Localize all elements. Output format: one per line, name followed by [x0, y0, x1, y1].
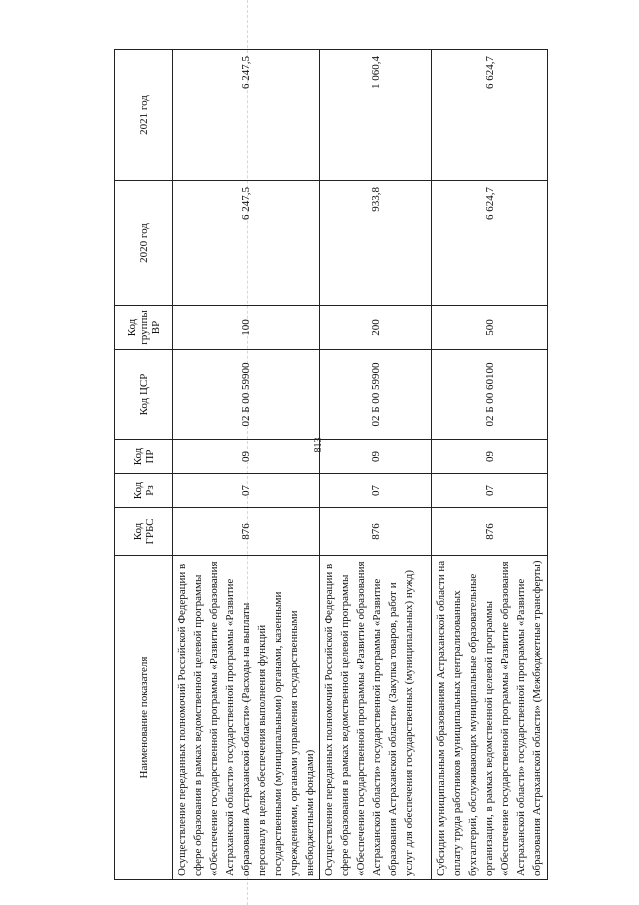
- rotated-table-wrapper: [114, 50, 543, 880]
- row-rz: 07: [173, 474, 320, 508]
- table-row: [320, 50, 432, 880]
- row-2021: 6 247,5: [173, 50, 320, 181]
- row-pr: 09: [173, 440, 320, 474]
- row-pr: 09: [320, 440, 432, 474]
- header-grbs: Код ГРБС: [115, 508, 173, 556]
- row-2021: 6 624,7: [432, 50, 548, 181]
- header-csr: Код ЦСР: [115, 350, 173, 440]
- row-name: Осуществление переданных полномочий Российской Федерации в сфере образования в рамках ведомственной целевой программы «Обеспечение государственной программы «Развитие образования Астраханской области» государственной программы «Развитие образования Астраханской области» (Закупка товаров, работ и услуг для обеспечения государственных (муниципальных) нужд): [320, 556, 432, 880]
- row-vr: 100: [173, 306, 320, 350]
- header-name: Наименование показателя: [115, 556, 173, 880]
- row-vr: 500: [432, 306, 548, 350]
- row-grbs: 876: [320, 508, 432, 556]
- row-name: Осуществление переданных полномочий Российской Федерации в сфере образования в рамках ведомственной целевой программы «Обеспечение государственной программы «Развитие образования Астраханской области» государственной программы «Развитие образования Астраханской области» (Расходы на выплаты персоналу в целях обеспечения выполнения функций государственными (муниципальными) органами, казенными учреждениями, органами управления государственными внебюджетными фондами): [173, 556, 320, 880]
- table-row: [173, 50, 320, 880]
- table-row: [432, 50, 548, 880]
- row-csr: 02 Б 00 60100: [432, 350, 548, 440]
- row-grbs: 876: [173, 508, 320, 556]
- header-vr: Код группы ВР: [115, 306, 173, 350]
- row-rz: 07: [432, 474, 548, 508]
- page-number: 813: [313, 437, 324, 453]
- budget-table: [114, 49, 548, 880]
- row-2021: 1 060,4: [320, 50, 432, 181]
- header-row: [115, 50, 173, 880]
- row-csr: 02 Б 00 59900: [173, 350, 320, 440]
- header-rz: Код Рз: [115, 474, 173, 508]
- row-rz: 07: [320, 474, 432, 508]
- row-csr: 02 Б 00 59900: [320, 350, 432, 440]
- header-2020: 2020 год: [115, 181, 173, 306]
- row-pr: 09: [432, 440, 548, 474]
- header-2021: 2021 год: [115, 50, 173, 181]
- row-2020: 933,8: [320, 181, 432, 306]
- header-pr: Код ПР: [115, 440, 173, 474]
- row-vr: 200: [320, 306, 432, 350]
- row-grbs: 876: [432, 508, 548, 556]
- row-2020: 6 624,7: [432, 181, 548, 306]
- row-2020: 6 247,5: [173, 181, 320, 306]
- row-name: Субсидии муниципальным образованиям Астраханской области на оплату труда работников муниципальных централизованных бухгалтерий, обслуживающих муниципальные образовательные организации, в рамках ведомственной целевой программы «Обеспечение государственной программы «Развитие образования Астраханской области» государственной программы «Развитие образования Астраханской области» (Межбюджетные трансферты): [432, 556, 548, 880]
